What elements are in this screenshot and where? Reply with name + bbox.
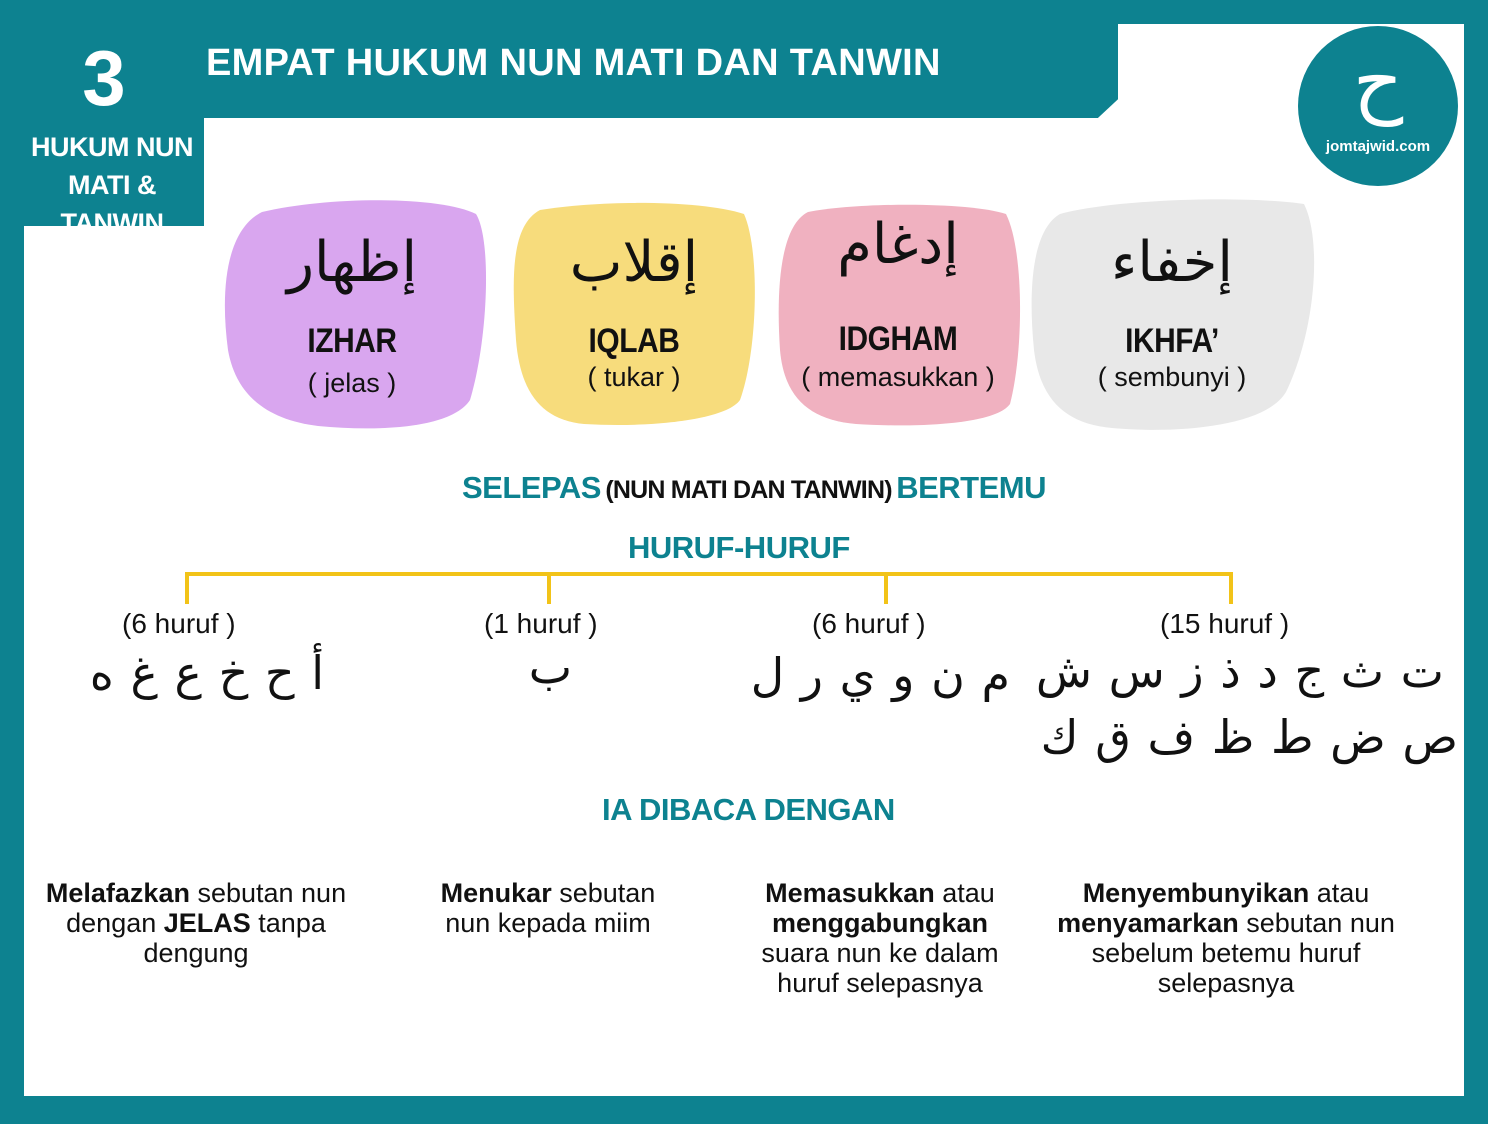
headline [462, 470, 1046, 506]
chapter-subtitle-line1: HUKUM NUN [31, 132, 193, 162]
idgham-count: (6 huruf ) [812, 608, 926, 639]
headline-part1: SELEPAS [462, 470, 601, 505]
ikhfa-meaning: ( sembunyi ) [1097, 362, 1247, 392]
izhar-description [6, 878, 386, 968]
logo-glyph: ح [1352, 37, 1404, 127]
iqlab-arabic: إقلاب [569, 230, 699, 295]
izhar-desc-bold1: Melafazkan [45, 878, 190, 908]
ikhfa-desc-text4: selepasnya [1157, 968, 1295, 998]
connector-izhar [185, 572, 189, 604]
connector-ikhfa [1229, 572, 1233, 604]
iqlab-name: IQLAB [588, 322, 680, 360]
connector-horizontal [185, 572, 1233, 576]
idgham-name: IDGHAM [838, 320, 958, 358]
chapter-subtitle-line2: MATI & TANWIN [60, 170, 164, 238]
ikhfa-desc-bold2: menyamarkan [1057, 908, 1239, 938]
iqlab-meaning: ( tukar ) [587, 362, 681, 392]
izhar-desc-bold2: JELAS [163, 908, 251, 938]
logo-site: jomtajwid.com [1325, 138, 1431, 155]
izhar-count: (6 huruf ) [122, 608, 236, 639]
izhar-desc-text2: dengan [66, 908, 164, 938]
ikhfa-desc-text1: atau [1309, 878, 1370, 908]
rule-idgham [768, 200, 1028, 430]
iqlab-desc-text2: nun kepada miim [445, 908, 651, 938]
ikhfa-arabic: إخفاء [1111, 230, 1233, 295]
iqlab-count: (1 huruf ) [484, 608, 598, 639]
izhar-meaning: ( jelas ) [307, 368, 397, 398]
page-title: EMPAT HUKUM NUN MATI DAN TANWIN [206, 42, 941, 84]
ikhfa-name: IKHFA’ [1125, 322, 1219, 360]
idgham-description [690, 878, 1070, 998]
rule-izhar [222, 200, 482, 430]
ikhfa-desc-text3: sebelum betemu huruf [1091, 938, 1361, 968]
idgham-letters: م ن و ي ر ل [750, 648, 1010, 702]
ikhfa-count: (15 huruf ) [1160, 608, 1290, 639]
ikhfa-desc-bold1: Menyembunyikan [1082, 878, 1310, 908]
iqlab-desc-bold1: Menukar [440, 878, 552, 908]
chapter-number: 3 [82, 34, 126, 122]
iqlab-description [358, 878, 738, 938]
iqlab-desc-text1: sebutan [551, 878, 656, 908]
letters-heading: HURUF-HURUF [628, 530, 850, 565]
idgham-desc-bold1: Memasukkan [765, 878, 935, 908]
rule-ikhfa [1042, 200, 1302, 430]
izhar-name: IZHAR [307, 322, 397, 360]
idgham-desc-bold2: menggabungkan [771, 908, 988, 938]
read-heading: IA DIBACA DENGAN [602, 792, 895, 827]
idgham-arabic: إدغام [837, 212, 959, 277]
izhar-arabic: إظهار [286, 230, 418, 295]
izhar-desc-text4: dengung [143, 938, 249, 968]
connector-idgham [884, 572, 888, 604]
izhar-desc-text3: tanpa [250, 908, 326, 938]
ikhfa-letters-line1: ت ث ج د ذ ز س ش [1035, 644, 1444, 698]
ikhfa-description [1036, 878, 1416, 998]
idgham-desc-text1: atau [934, 878, 995, 908]
izhar-letters: أ ح خ ع غ ه [89, 646, 324, 700]
ikhfa-letters-line2: ص ض ط ظ ف ق ك [1040, 710, 1458, 764]
ikhfa-desc-text2: sebutan nun [1238, 908, 1395, 938]
rule-iqlab [504, 200, 764, 430]
headline-part2: (NUN MATI DAN TANWIN) [605, 476, 892, 504]
izhar-desc-text1: sebutan nun [189, 878, 347, 908]
headline-part3: BERTEMU [896, 470, 1046, 505]
connector-iqlab [547, 572, 551, 604]
idgham-meaning: ( memasukkan ) [801, 362, 995, 392]
idgham-desc-text2: suara nun ke dalam [761, 938, 999, 968]
idgham-desc-text3: huruf selepasnya [777, 968, 983, 998]
iqlab-letters: ب [528, 640, 572, 694]
